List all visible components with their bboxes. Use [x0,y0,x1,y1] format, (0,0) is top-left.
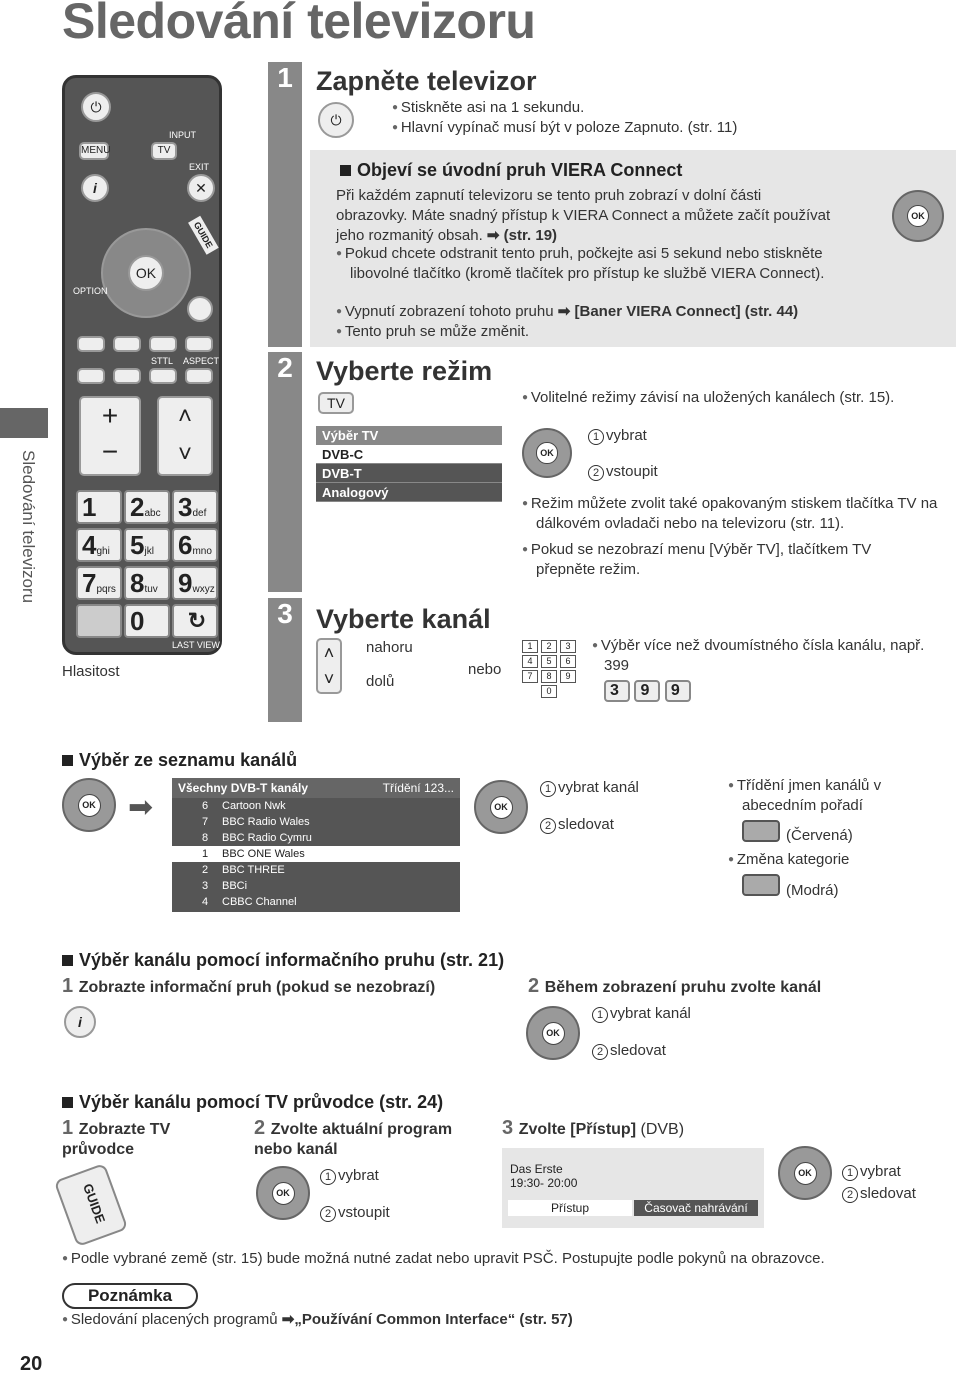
info-section-title: Výběr kanálu pomocí informačního pruhu (str. 21) [62,950,504,971]
ok-button: OK [128,255,164,291]
menu-item-analog: Analogový [316,483,502,502]
blue-label: (Modrá) [786,882,839,899]
return-icon [187,296,213,322]
ok-pad-icon: OK [62,778,116,832]
key-0: 0 [124,604,170,638]
info-icon: i [81,174,109,202]
watch-label: 2 sledovat [592,1041,666,1061]
viera-bullet-3: ● Tento pruh se může změnit. [336,322,529,342]
last-view-label: LAST VIEW [172,640,220,650]
channel-list-header: Všechny DVB-T kanály Třídění 123... [172,778,460,798]
guide-button-icon: GUIDE [54,1163,129,1247]
tv-button-icon: TV [318,392,354,414]
info-step-1: 1 Zobrazte informační pruh (pokud se nezobrazí) [62,975,436,997]
viera-bullet-2: ● Vypnutí zobrazení tohoto pruhu ➡ [Baner VIERA Connect] (str. 44) [336,302,896,322]
aspect-label: ASPECT [183,356,220,366]
power-icon: ⏻ [81,92,111,122]
input-label: INPUT [169,130,196,140]
channel-up-label: nahoru [366,639,413,656]
select-label: 1 vybrat [588,426,647,446]
key-9: 9wxyz [172,566,218,600]
guide-section-title: Výběr kanálu pomocí TV průvodce (str. 24) [62,1092,443,1113]
volume-label: Hlasitost [62,663,120,680]
channel-row: 2 BBC THREE [202,864,285,876]
exit-label: EXIT [189,162,210,172]
step-2-bar: 2 [268,352,302,592]
menu-item-dvbt: DVB-T [316,464,502,483]
step-2-note: ● Volitelné režimy závisí na uložených kanálech (str. 15). [522,388,894,408]
red-button [77,336,105,352]
guide-step-3: 3 Zvolte [Přístup] (DVB) [502,1117,685,1139]
key-5: 5jkl [124,528,170,562]
channel-row: 3 BBCi [202,880,248,892]
option-label: OPTION [73,286,108,296]
channel-name: Das Erste [510,1162,563,1176]
enter-label: 2 vstoupit [588,462,658,482]
viera-bullet-1: ● Pokud chcete odstranit tento pruh, počkejte asi 5 sekund nebo stiskněte libovolné tlačítko (kromě tlačítek pro přístup ke službě VIERA Connect). [336,244,856,284]
step-2-bullet-1: ● Režim můžete zvolit také opakovaným stiskem tlačítka TV na dálkovém ovladači nebo na televizoru (str. 11). [522,494,952,534]
guide-step-2: 2 Zvolte aktuální program nebo kanál [254,1117,453,1158]
key-4: 4ghi [76,528,122,562]
viera-box-text: Při každém zapnutí televizoru se tento pruh zobrazí v dolní části obrazovky. Máte snadný přístup k VIERA Connect a můžete začít používat jeho rozmanitý obsah. ➡ (str. 19) [336,187,831,244]
yellow-button [149,336,177,352]
key-1: 1 [76,490,122,524]
aspect-button [185,368,213,384]
subtitle-button [149,368,177,384]
step-1-bullet-2: ● Hlavní vypínač musí být v poloze Zapnuto. (str. 11) [392,118,737,138]
key-3: 3def [172,490,218,524]
key-2: 2abc [124,490,170,524]
or-label: nebo [468,661,502,678]
key-7: 7pqrs [76,566,122,600]
program-time: 19:30- 20:00 [510,1176,578,1190]
ok-pad-icon: OK [778,1146,832,1200]
arrow-icon: ➡ [128,791,154,824]
small-keypad-icon: 1 2 3 4 5 6 7 8 9 0 [522,640,582,700]
info-step-2: 2 Během zobrazení pruhu zvolte kanál [528,975,822,997]
channel-row: 7 BBC Radio Wales [202,816,310,828]
step-2-title: Vyberte režim [316,356,493,386]
step-1-bar: 1 [268,62,302,347]
program-info-box [502,1148,764,1228]
green-button [113,336,141,352]
info-icon: i [64,1006,96,1038]
note-bullet: ● Sledování placených programů ➡„Používání Common Interface“ (str. 57) [62,1310,573,1330]
navigation-pad [101,228,191,318]
sort-bullet: ● Třídění jmen kanálů v abecedním pořadí [728,776,928,816]
channel-rocker: ˄ ˅ [157,396,213,476]
channel-row: 4 CBBC Channel [202,896,297,908]
key-6: 6mno [172,528,218,562]
step-2-bullet-2: ● Pokud se nezobrazí menu [Výběr TV], tlačítkem TV přepněte režim. [522,540,922,580]
channel-row: 6 Cartoon Nwk [202,800,286,812]
list-section-title: Výběr ze seznamu kanálů [62,750,297,771]
example-keys-icon: 3 9 9 [604,680,691,702]
select-channel-label: 1 vybrat kanál [540,778,639,798]
postcode-bullet: ● Podle vybrané země (str. 15) bude možná nutné zadat nebo upravit PSČ. Postupujte podle pokynů na obrazovce. [62,1249,825,1269]
step-3-bar: 3 [268,598,302,722]
sttl-label: STTL [151,356,174,366]
blue-button-icon [742,874,780,896]
note-title: Poznámka [62,1283,198,1309]
ok-pad-icon: OK [474,780,528,834]
tv-select-menu [316,426,502,502]
menu-item-dvbc: DVB-C [316,445,502,464]
menu-button: MENU [79,142,109,160]
volume-rocker: + − [79,396,141,476]
numeric-keypad [66,490,226,650]
channel-up-down-icon: ˄ ˅ [316,638,342,694]
channel-down-label: dolů [366,673,395,690]
channel-row: 8 BBC Radio Cymru [202,832,312,844]
power-icon: ⏻ [318,102,354,138]
select-label: 1 vybrat [320,1166,379,1186]
ok-pad-icon: OK [256,1166,310,1220]
channel-row-selected: 1 BBC ONE Wales [172,846,460,862]
step-3-title: Vyberte kanál [316,604,491,634]
page-number: 20 [20,1353,43,1375]
category-bullet: ● Změna kategorie [728,850,849,870]
page-title: Sledování televizoru [62,0,536,49]
watch-label: 2 sledovat [842,1184,916,1204]
watch-label: 2 sledovat [540,815,614,835]
channel-list [172,778,460,912]
red-label: (Červená) [786,827,853,844]
key-8: 8tuv [124,566,170,600]
timer-option: Časovač nahrávání [634,1200,758,1216]
side-tab [0,408,48,438]
select-label: 1 vybrat [842,1162,901,1182]
blank-key [76,604,122,638]
exit-icon: ✕ [187,174,215,202]
step-1-title: Zapněte televizor [316,66,537,96]
ok-pad-icon: OK [892,190,944,242]
menu-title: Výběr TV [316,426,502,445]
text-button [77,368,105,384]
guide-step-1: 1 Zobrazte TV průvodce [62,1117,171,1158]
last-view-icon: ↻ [172,604,218,638]
blue-button [185,336,213,352]
step-3-bullet: ● Výběr více než dvoumístného čísla kanálu, např. 399 [592,636,942,676]
tv-button: TV [151,142,177,160]
select-channel-label: 1 vybrat kanál [592,1004,691,1024]
side-label: Sledování televizoru [19,450,38,604]
access-option: Přístup [508,1200,632,1216]
ok-pad-icon: OK [526,1006,580,1060]
enter-label: 2 vstoupit [320,1203,390,1223]
ok-pad-icon: OK [522,428,572,478]
red-button-icon [742,820,780,842]
viera-box-title: Objeví se úvodní pruh VIERA Connect [340,160,682,181]
index-button [113,368,141,384]
guide-label: GUIDE [188,216,218,255]
step-1-bullet-1: ● Stiskněte asi na 1 sekundu. [392,98,584,118]
